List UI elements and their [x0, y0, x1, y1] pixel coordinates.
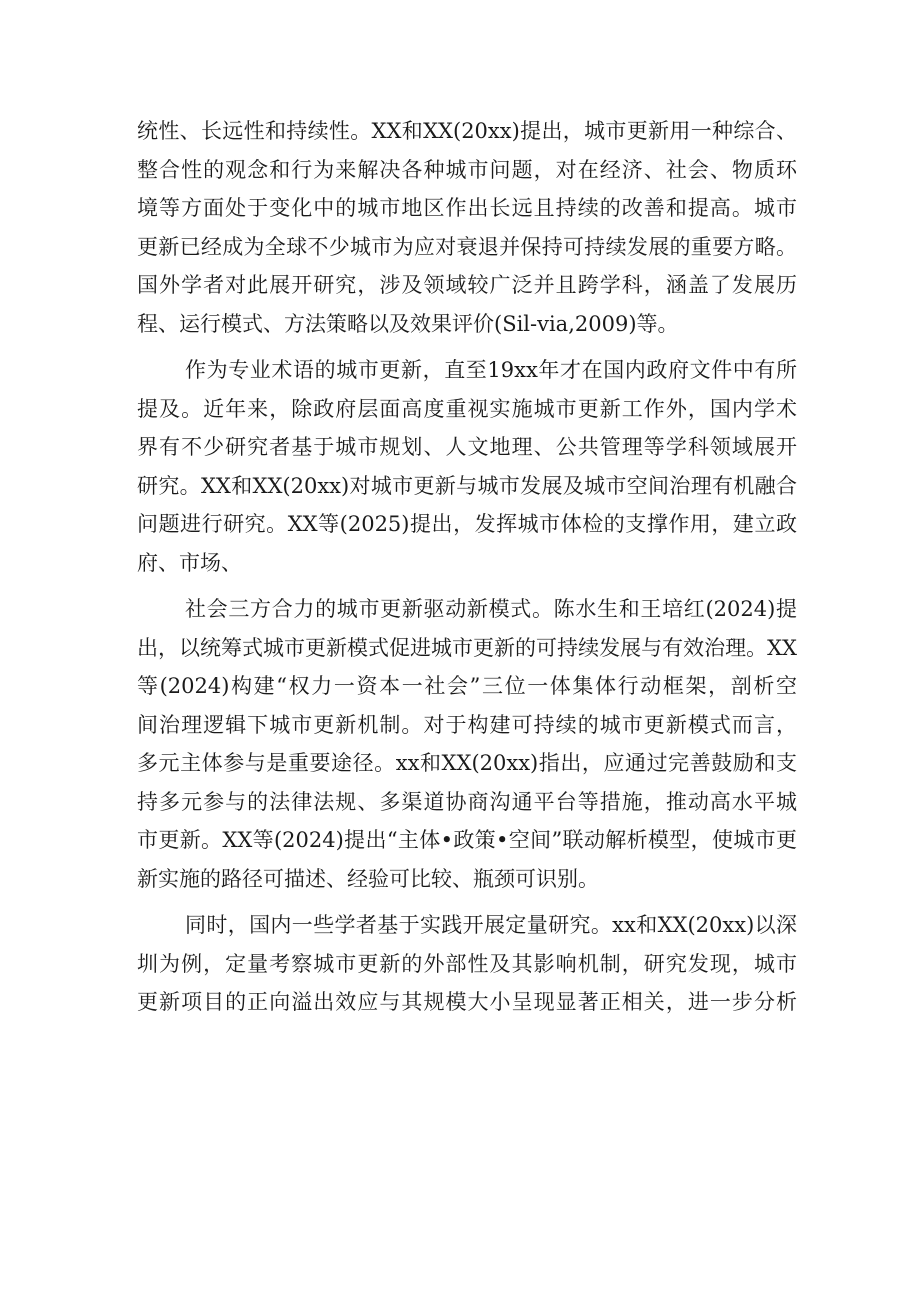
- text-line: 提及。近年来，除政府层面高度重视实施城市更新工作外，国内学术: [137, 396, 797, 421]
- document-body: [137, 112, 797, 1022]
- text-line: 研究。XX和XX(20xx)对城市更新与城市发展及城市空间治理有机融合: [137, 473, 797, 498]
- text-line: 新实施的路径可描述、经验可比较、瓶颈可识别。: [137, 866, 599, 891]
- text-line: 府、市场、: [137, 550, 242, 575]
- text-line: 程、运行模式、方法策略以及效果评价(Sil-via,2009)等。: [137, 311, 679, 336]
- paragraph-4: [137, 906, 797, 1022]
- text-line: 社会三方合力的城市更新驱动新模式。陈水生和王培红(2024)提: [185, 597, 797, 621]
- text-line: 更新已经成为全球不少城市为应对衰退并保持可持续发展的重要方略。: [137, 234, 797, 259]
- text-line: 间治理逻辑下城市更新机制。对于构建可持续的城市更新模式而言，: [137, 712, 797, 737]
- text-line: 持多元参与的法律法规、多渠道协商沟通平台等措施，推动高水平城: [137, 789, 797, 814]
- text-line: 统性、长远性和持续性。XX和XX(20xx)提出，城市更新用一种综合、: [137, 119, 797, 143]
- text-line: 问题进行研究。XX等(2025)提出，发挥城市体检的支撑作用，建立政: [137, 512, 797, 536]
- paragraph-1: [137, 112, 797, 343]
- text-line: 更新项目的正向溢出效应与其规模大小呈现显著正相关，进一步分析: [137, 990, 797, 1014]
- text-line: 国外学者对此展开研究，涉及领域较广泛并且跨学科，涵盖了发展历: [137, 273, 797, 297]
- paragraph-3: [137, 590, 797, 898]
- text-line: 等(2024)构建“权力一资本一社会”三位一体集体行动框架，剖析空: [137, 674, 797, 698]
- text-line: 作为专业术语的城市更新，直至19xx年才在国内政府文件中有所: [185, 358, 797, 382]
- text-line: 同时，国内一些学者基于实践开展定量研究。xx和XX(20xx)以深: [185, 913, 797, 937]
- text-line: 整合性的观念和行为来解决各种城市问题，对在经济、社会、物质环: [137, 157, 797, 182]
- text-line: 圳为例，定量考察城市更新的外部性及其影响机制，研究发现，城市: [137, 951, 797, 976]
- text-line: 出，以统筹式城市更新模式促进城市更新的可持续发展与有效治理。XX: [137, 635, 797, 660]
- paragraph-2: [137, 351, 797, 582]
- text-line: 多元主体参与是重要途径。xx和XX(20xx)指出，应通过完善鼓励和支: [137, 751, 797, 775]
- text-line: 境等方面处于变化中的城市地区作出长远且持续的改善和提高。城市: [137, 196, 797, 220]
- text-line: 界有不少研究者基于城市规划、人文地理、公共管理等学科领域展开: [137, 435, 797, 459]
- text-line: 市更新。XX等(2024)提出“主体•政策•空间”联动解析模型，使城市更: [137, 828, 797, 852]
